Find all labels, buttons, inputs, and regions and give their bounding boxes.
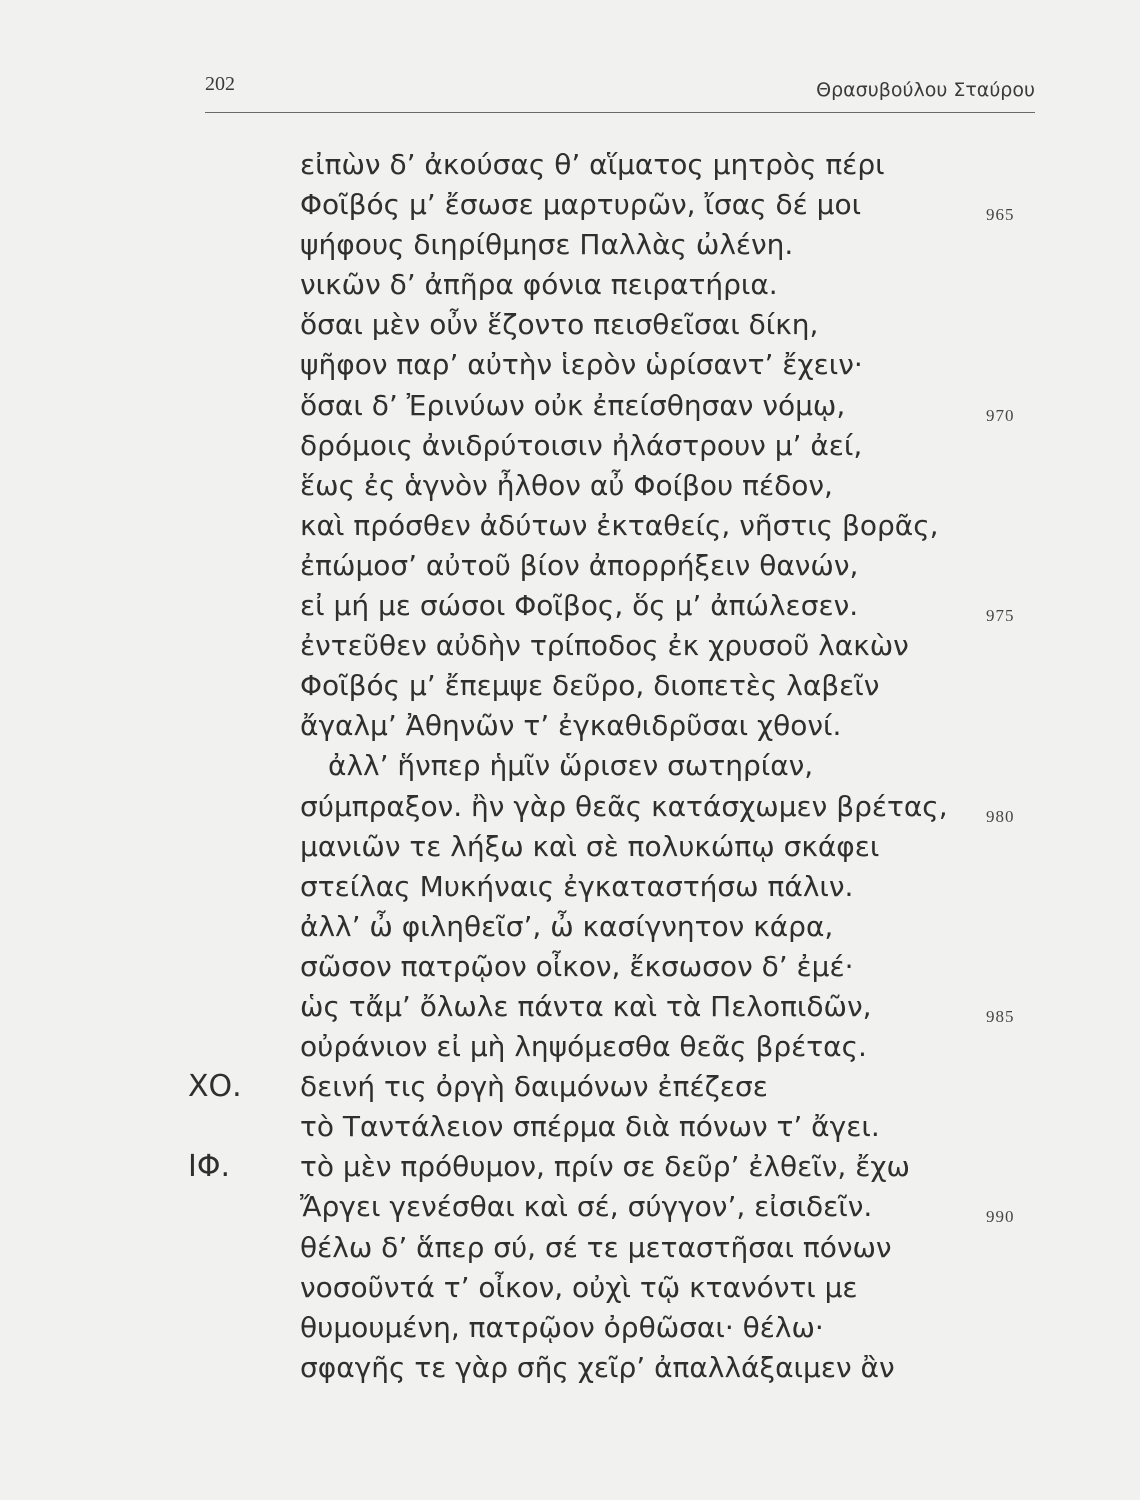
verse-text: ἐντεῦθεν αὐδὴν τρίποδος ἐκ χρυσοῦ λακὼν: [300, 629, 909, 663]
verse-text: σύμπραξον. ἢν γὰρ θεᾶς κατάσχωμεν βρέτας,: [300, 789, 948, 823]
verse-text: νοσοῦντά τ’ οἶκον, οὐχὶ τῷ κτανόντι με: [300, 1270, 858, 1304]
verse-line: [300, 1228, 1040, 1268]
verse-line: [300, 1027, 1040, 1067]
verse-text: καὶ πρόσθεν ἀδύτων ἐκταθείς, νῆστις βορᾶς,: [300, 508, 939, 542]
verse-line: [300, 907, 1040, 947]
verse-line: [300, 546, 1040, 586]
verse-text: ἄγαλμ’ Ἀθηνῶν τ’ ἐγκαθιδρῦσαι χθονί.: [300, 709, 842, 743]
verse-text: οὐράνιον εἰ μὴ ληψόμεσθα θεᾶς βρέτας.: [300, 1030, 867, 1064]
verse-text: τὸ μὲν πρόθυμον, πρίν σε δεῦρ’ ἐλθεῖν, ἔχω: [300, 1150, 910, 1184]
line-number: 980: [986, 806, 1015, 826]
verse-line: [300, 1268, 1040, 1308]
verse-text: ψήφους διηρίθμησε Παλλὰς ὠλένη.: [300, 228, 794, 262]
header-rule: [205, 112, 1035, 113]
verse-line: [300, 225, 1040, 265]
verse-line: [300, 1107, 1040, 1147]
verse-line: [300, 1348, 1040, 1388]
line-number: 970: [986, 405, 1015, 425]
verse-block: [188, 145, 1040, 1388]
verse-text: στείλας Μυκήναις ἐγκαταστήσω πάλιν.: [300, 869, 854, 903]
verse-line: [300, 1187, 1040, 1227]
speaker-label: ΙΦ.: [188, 1149, 230, 1185]
verse-line: [300, 506, 1040, 546]
verse-text: ὡς τἄμ’ ὄλωλε πάντα καὶ τὰ Πελοπιδῶν,: [300, 989, 872, 1023]
verse-text: ἐπώμοσ’ αὐτοῦ βίον ἀπορρήξειν θανών,: [300, 548, 859, 582]
verse-text: Φοῖβός μ’ ἔπεμψε δεῦρο, διοπετὲς λαβεῖν: [300, 669, 880, 703]
line-number: 985: [986, 1006, 1015, 1026]
verse-line: [300, 666, 1040, 706]
verse-line: [300, 586, 1040, 626]
running-head: Θρασυβούλου Σταύρου: [816, 79, 1035, 101]
line-number: 990: [986, 1207, 1015, 1227]
verse-line: [300, 706, 1040, 746]
verse-text: Φοῖβός μ’ ἔσωσε μαρτυρῶν, ἴσας δέ μοι: [300, 188, 862, 222]
verse-text: ἀλλ’ ὦ φιληθεῖσ’, ὦ κασίγνητον κάρα,: [300, 909, 834, 943]
verse-line: [300, 746, 1040, 786]
verse-text: εἰ μή με σώσοι Φοῖβος, ὅς μ’ ἀπώλεσεν.: [300, 589, 859, 623]
speaker-label: ΧΟ.: [188, 1069, 242, 1105]
verse-line: [300, 426, 1040, 466]
verse-text: σῶσον πατρῷον οἶκον, ἔκσωσον δ’ ἐμέ·: [300, 949, 854, 983]
verse-text: τὸ Ταντάλειον σπέρμα διὰ πόνων τ’ ἄγει.: [300, 1110, 880, 1144]
verse-line: [300, 185, 1040, 225]
verse-text: ἀλλ’ ἥνπερ ἡμῖν ὥρισεν σωτηρίαν,: [328, 749, 814, 783]
verse-text: Ἄργει γενέσθαι καὶ σέ, σύγγον’, εἰσιδεῖν.: [300, 1190, 873, 1224]
verse-text: ὅσαι δ’ Ἐρινύων οὐκ ἐπείσθησαν νόμῳ,: [300, 388, 846, 422]
verse-line: [300, 345, 1040, 385]
verse-line: [300, 626, 1040, 666]
line-number: 975: [986, 606, 1015, 626]
verse-line: [300, 1308, 1040, 1348]
verse-text: νικῶν δ’ ἀπῆρα φόνια πειρατήρια.: [300, 268, 778, 302]
verse-text: σφαγῆς τε γὰρ σῆς χεῖρ’ ἀπαλλάξαιμεν ἂν: [300, 1350, 895, 1384]
line-number: 965: [986, 205, 1015, 225]
verse-line: [300, 386, 1040, 426]
verse-line: [300, 787, 1040, 827]
verse-line: [300, 947, 1040, 987]
verse-line: [300, 987, 1040, 1027]
verse-text: μανιῶν τε λήξω καὶ σὲ πολυκώπῳ σκάφει: [300, 829, 880, 863]
verse-line: [300, 265, 1040, 305]
verse-text: θέλω δ’ ἅπερ σύ, σέ τε μεταστῆσαι πόνων: [300, 1230, 892, 1264]
verse-text: δεινή τις ὀργὴ δαιμόνων ἐπέζεσε: [300, 1070, 768, 1104]
verse-line: [188, 1067, 1040, 1107]
verse-line: [300, 145, 1040, 185]
verse-text: ὅσαι μὲν οὖν ἕζοντο πεισθεῖσαι δίκη,: [300, 308, 819, 342]
verse-text: ψῆφον παρ’ αὐτὴν ἱερὸν ὡρίσαντ’ ἔχειν·: [300, 348, 863, 382]
verse-text: εἰπὼν δ’ ἀκούσας θ’ αἵματος μητρὸς πέρι: [300, 148, 885, 181]
verse-text: ἕως ἐς ἁγνὸν ἦλθον αὖ Φοίβου πέδον,: [300, 468, 833, 502]
verse-text: θυμουμένη, πατρῷον ὀρθῶσαι· θέλω·: [300, 1310, 824, 1344]
verse-line: [300, 305, 1040, 345]
verse-line: [300, 827, 1040, 867]
page-number: 202: [205, 73, 235, 95]
verse-text: δρόμοις ἀνιδρύτοισιν ἠλάστρουν μ’ ἀεί,: [300, 428, 863, 462]
verse-line: [300, 867, 1040, 907]
verse-line: [300, 466, 1040, 506]
verse-line: [188, 1147, 1040, 1187]
